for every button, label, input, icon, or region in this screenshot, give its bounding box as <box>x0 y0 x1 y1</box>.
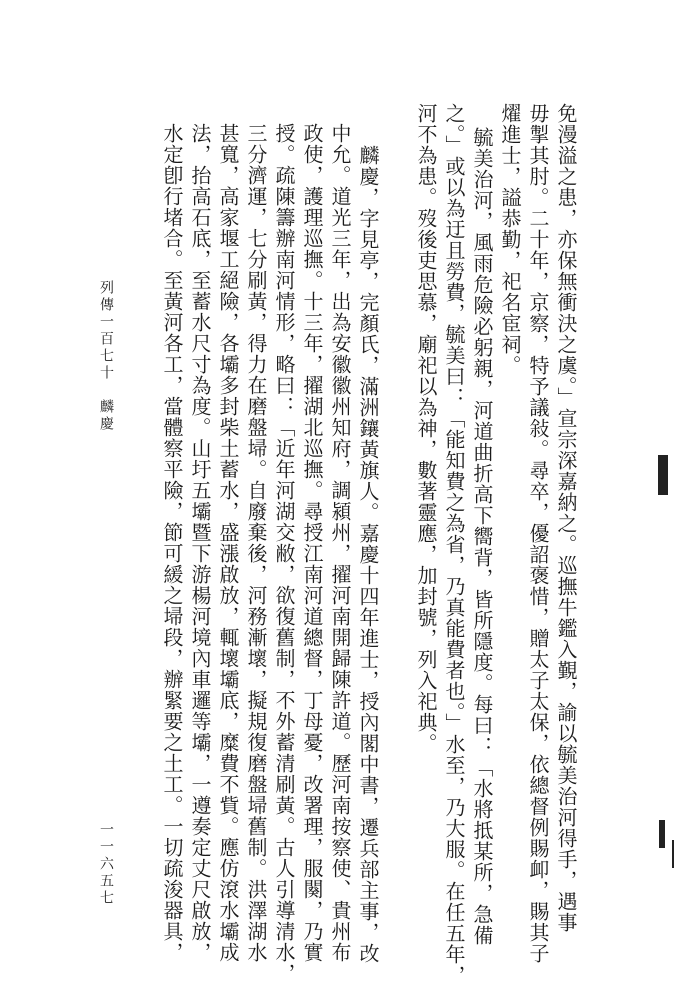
text-column: 甚寬，高家堰工絕險，各壩多封柴土蓄水，盛漲啟放，輒壞壩底，糜費不貲。應仿滾水壩成 <box>216 123 240 963</box>
scan-margin-mark <box>659 820 665 848</box>
text-column: 政使，護理巡撫。十三年，擢湖北巡撫。尋授江南河道總督，丁母憂，改署理，服闋，乃實 <box>300 123 324 963</box>
text-column: 麟慶，字見亭，完顏氏，滿洲鑲黃旗人。嘉慶十四年進士，授內閣中書，遷兵部主事，改 <box>356 145 380 964</box>
text-column: 授。疏陳籌辦南河情形，略曰：「近年河湖交敝，欲復舊制，不外蓄清刷黃。古人引導清水， <box>272 123 296 984</box>
scan-margin-mark <box>658 455 668 495</box>
text-column: 三分濟運，七分刷黃，得力在磨盤埽。自廢棄後，河務漸壞，擬規復磨盤埽舊制。洪澤湖水 <box>244 123 268 963</box>
text-column: 免漫溢之患，亦保無衝決之虞。」宣宗深嘉納之。巡撫牛鑑入覲，諭以毓美治河得手，遇事 <box>554 103 578 933</box>
text-column: 水定卽行堵合。至黃河各工，當體察平險，節可緩之埽段，辦緊要之土工。一切疏浚器具， <box>160 123 184 963</box>
text-column: 毋掣其肘。二十年，京察，特予議敍。尋卒，優詔褒惜，贈太子太保，依總督例賜卹，賜其子 <box>526 103 550 964</box>
running-header: 列傳一百七十 麟慶 <box>98 280 114 433</box>
scan-margin-mark <box>672 840 674 868</box>
text-column: 中允。道光三年，出為安徽徽州知府，調潁州，擢河南開歸陳許道。歷河南按察使、貴州布 <box>328 123 352 963</box>
text-column: 法，抬高石底，至蓄水尺寸為度。山圩五壩暨下游楊河境內車邏等壩，一遵奏定丈尺啟放， <box>188 123 212 963</box>
text-column: 毓美治河，風雨危險必躬親，河道曲折高下嚮背，皆所隱度。每曰：「水將抵某所，急備 <box>470 127 494 946</box>
text-column: 之。」或以為迂且勞費，毓美曰：「能知費之為省，乃真能費者也。」水至，乃大服。在任五年， <box>442 103 466 986</box>
text-column: 河不為患。歿後吏思慕，廟祀以為神，數著靈應，加封號，列入祀典。 <box>414 103 438 754</box>
text-column: 燿進士，謚恭勤，祀名宦祠。 <box>498 103 522 376</box>
page-number: 一一六五七 <box>98 822 114 907</box>
